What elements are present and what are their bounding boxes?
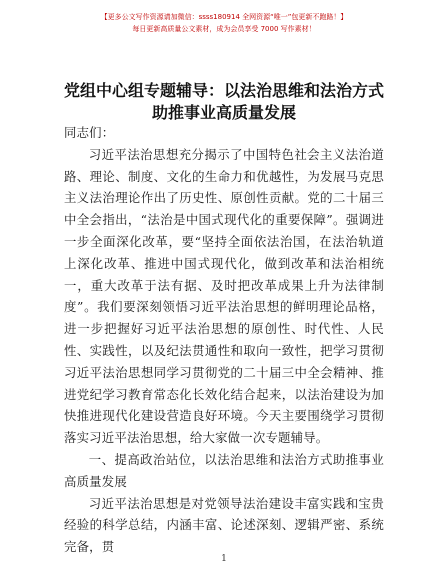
promo-banner-line-1: 【更多公文写作资源请加微信：ssss180914 全网资源“唯一”包更新不跑路！】 — [100, 13, 348, 21]
paragraph-section-1: 习近平法治思想是对党领导法治建设丰富实践和宝贵经验的科学总结，内涵丰富、论述深刻、逻辑严密、系统完备，贯 — [64, 495, 384, 555]
section-heading-1: 一、提高政治站位，以法治思维和法治方式助推事业高质量发展 — [64, 451, 384, 489]
page-number: 1 — [221, 554, 227, 564]
document-body — [64, 122, 384, 558]
document-title: 党组中心组专题辅导：以法治思维和法治方式助推事业高质量发展 — [63, 81, 384, 122]
greeting: 同志们： — [64, 125, 115, 140]
paragraph-intro: 习近平法治思想充分揭示了中国特色社会主义法治道路、理论、制度、文化的生命力和优越性，为发展马克思主义法治理论作出了历史性、原创性贡献。党的二十届三中全会指出，“法治是中国式现代化的重要保障”。强调进一步全面深化改革，要“坚持全面依法治国，在法治轨道上深化改革、推进中国式现代化，做到改革和法治相统一，重大改革于法有据、及时把改革成果上升为法律制度”。我们要深刻领悟习近平法治思想的鲜明理论品格，进一步把握好习近平法治思想的原创性、时代性、人民性、实践性，以及纪法贯通性和取向一致性，把学习贯彻习近平法治思想同学习贯彻党的二十届三中全会精神、推进党纪学习教育常态化长效化结合起来，以法治建设为加快推进现代化建设营造良好环境。今天主要围绕学习贯彻落实习近平法治思想，给大家做一次专题辅导。 — [64, 146, 384, 446]
promo-banner-line-2: 每日更新高质量公文素材，成为会员享受 7000 写作素材！ — [132, 25, 316, 33]
